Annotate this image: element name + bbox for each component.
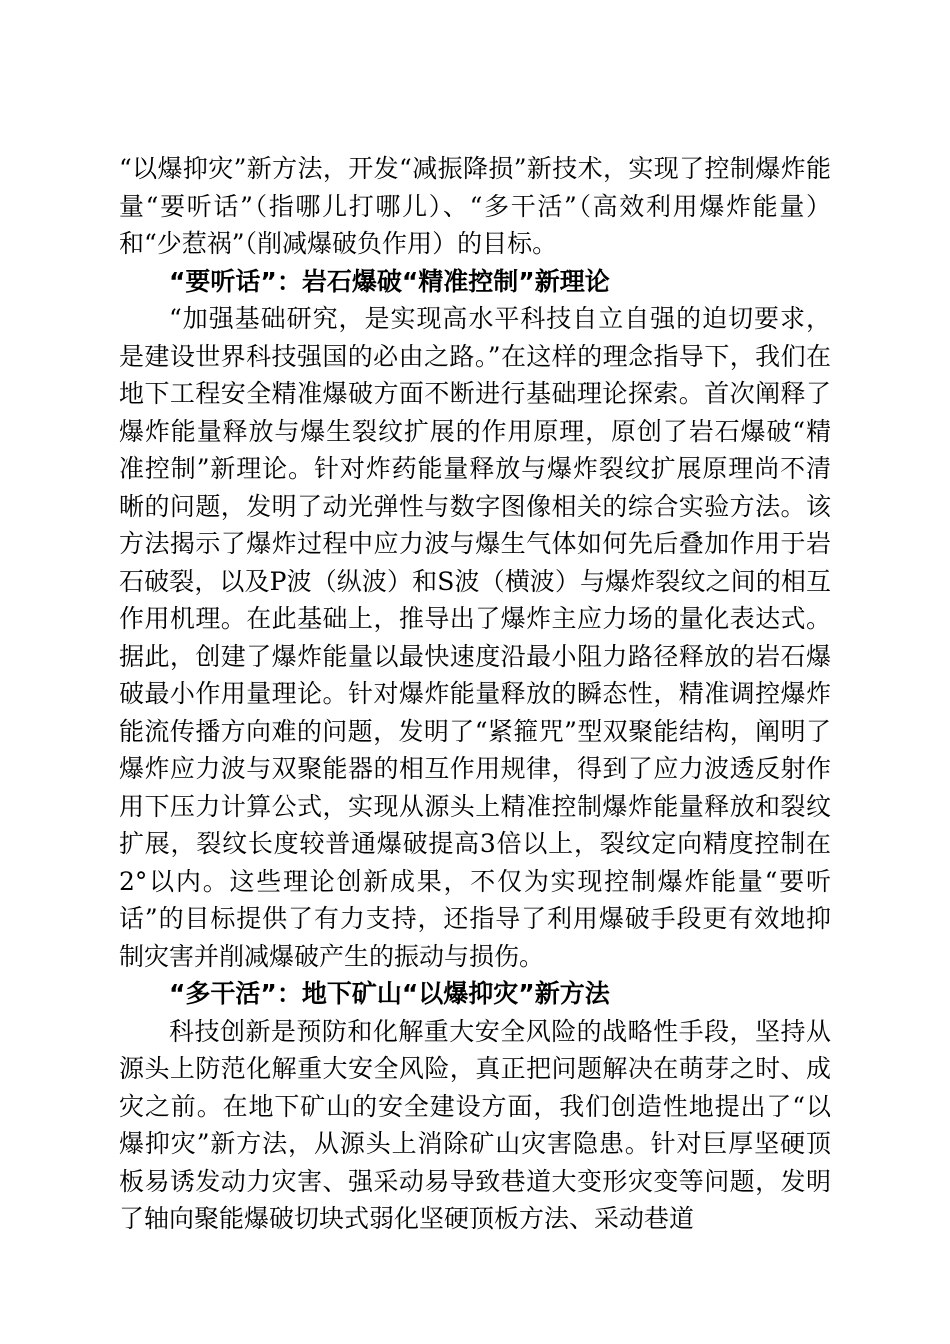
section-paragraph-precise-control: “加强基础研究，是实现高水平科技自立自强的迫切要求，是建设世界科技强国的必由之路。”在这样的理念指导下，我们在地下工程安全精准爆破方面不断进行基础理论探索。首次阐释了爆炸能量释放与爆生裂纹扩展的作用原理，原创了岩石爆破“精准控制”新理论。针对炸药能量释放与爆炸裂纹扩展原理尚不清晰的问题，发明了动光弹性与数字图像相关的综合实验方法。该方法揭示了爆炸过程中应力波与爆生气体如何先后叠加作用于岩石破裂，以及P波（纵波）和S波（横波）与爆炸裂纹之间的相互作用机理。在此基础上，推导出了爆炸主应力场的量化表达式。据此，创建了爆炸能量以最快速度沿最小阻力路径释放的岩石爆破最小作用量理论。针对爆炸能量释放的瞬态性，精准调控爆炸能流传播方向难的问题，发明了“紧箍咒”型双聚能结构，阐明了爆炸应力波与双聚能器的相互作用规律，得到了应力波透反射作用下压力计算公式，实现从源头上精准控制爆炸能量释放和裂纹扩展，裂纹长度较普通爆破提高3倍以上，裂纹定向精度控制在2°以内。这些理论创新成果，不仅为实现控制爆炸能量“要听话”的目标提供了有力支持，还指导了利用爆破手段更有效地抑制灾害并削减爆破产生的振动与损伤。 [119,304,831,971]
intro-paragraph: “以爆抑灾”新方法，开发“减振降损”新技术，实现了控制爆炸能量“要听话”（指哪儿打哪儿）、“多干活”（高效利用爆炸能量）和“少惹祸”（削减爆破负作用）的目标。 [119,154,831,258]
section-heading-blast-suppress-disaster: “多干活”：地下矿山“以爆抑灾”新方法 [169,979,610,1008]
section-paragraph-blast-suppress-disaster: 科技创新是预防和化解重大安全风险的战略性手段，坚持从源头上防范化解重大安全风险，真正把问题解决在萌芽之时、成灾之前。在地下矿山的安全建设方面，我们创造性地提出了“以爆抑灾”新方法，从源头上消除矿山灾害隐患。针对巨厚坚硬顶板易诱发动力灾害、强采动易导致巷道大变形灾变等问题，发明了轴向聚能爆破切块式弱化坚硬顶板方法、采动巷道 [119,1016,831,1233]
document-page [119,150,831,1238]
section-heading-precise-control: “要听话”：岩石爆破“精准控制”新理论 [169,266,610,296]
